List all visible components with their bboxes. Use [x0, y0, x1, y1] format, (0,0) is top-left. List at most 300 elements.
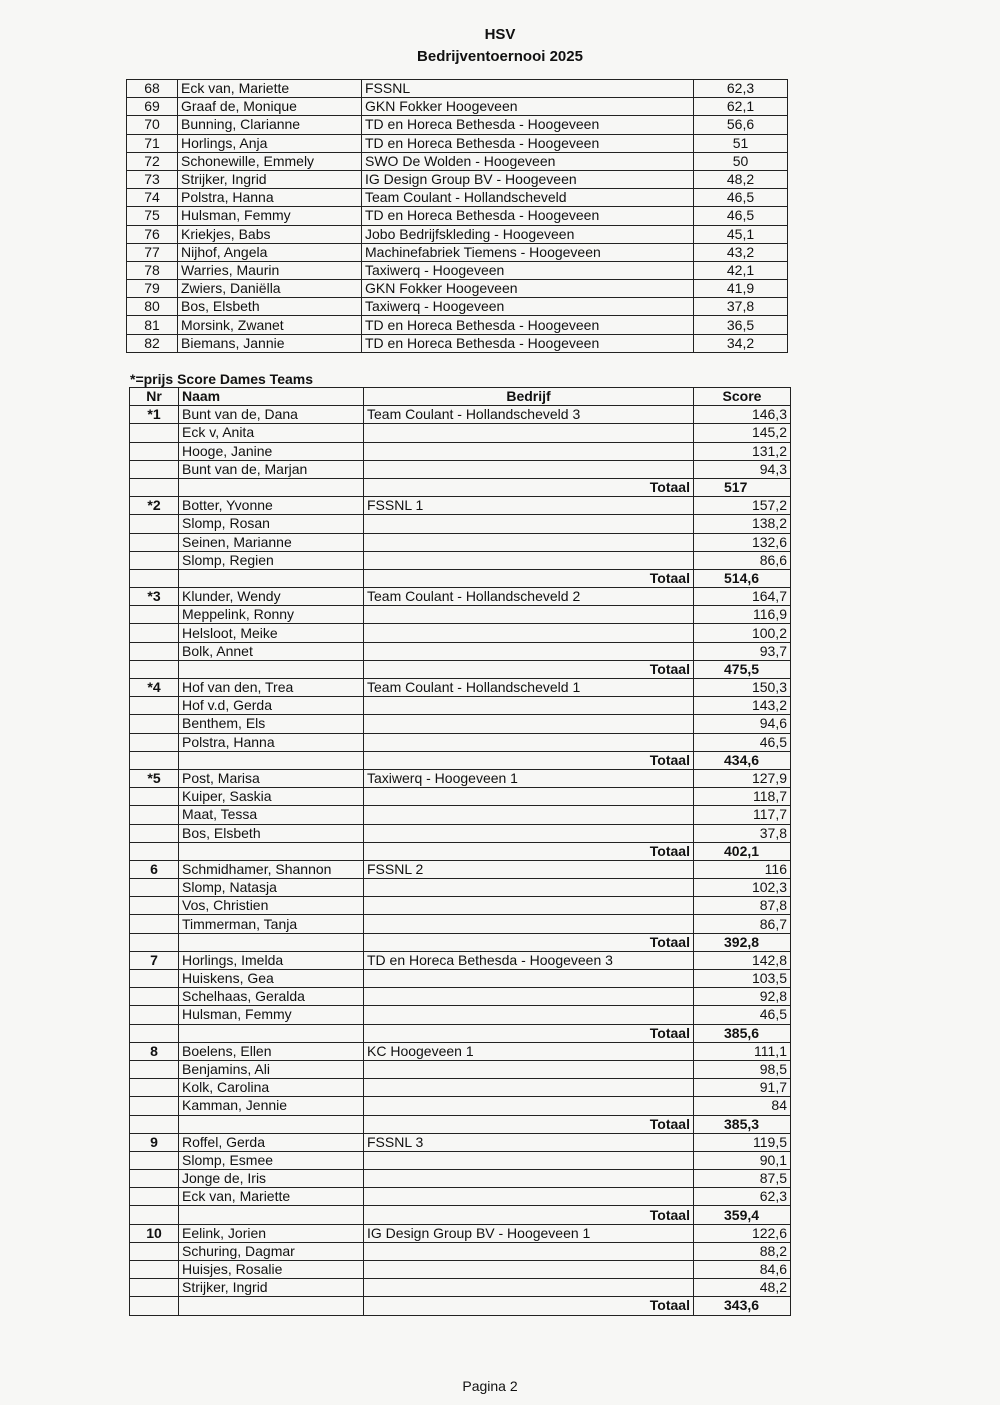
- member-name-cell: Huisjes, Rosalie: [179, 1261, 364, 1279]
- member-score-cell: 48,2: [694, 1279, 791, 1297]
- score-cell: 43,2: [694, 243, 788, 261]
- empty-cell: [130, 551, 179, 569]
- member-score-cell: 146,3: [694, 406, 791, 424]
- table-row: [127, 98, 788, 116]
- table-row: [127, 207, 788, 225]
- member-name-cell: Hof van den, Trea: [179, 679, 364, 697]
- member-name-cell: Hulsman, Femmy: [179, 1006, 364, 1024]
- table-row: [130, 588, 791, 606]
- empty-cell: [130, 715, 179, 733]
- empty-cell: [364, 551, 694, 569]
- table-row: [130, 606, 791, 624]
- name-cell: Zwiers, Daniëlla: [178, 280, 362, 298]
- empty-cell: [364, 424, 694, 442]
- table-row: [127, 152, 788, 170]
- score-cell: 41,9: [694, 280, 788, 298]
- empty-cell: [364, 970, 694, 988]
- empty-cell: [130, 1242, 179, 1260]
- total-label: Totaal: [364, 660, 694, 678]
- team-rank-cell: *1: [130, 406, 179, 424]
- name-cell: Warries, Maurin: [178, 261, 362, 279]
- table-row: [130, 460, 791, 478]
- company-cell: GKN Fokker Hoogeveen: [362, 280, 694, 298]
- table-row: [130, 1042, 791, 1060]
- table-row: [130, 1151, 791, 1169]
- member-score-cell: 93,7: [694, 642, 791, 660]
- table-row: [130, 1097, 791, 1115]
- empty-cell: [364, 897, 694, 915]
- member-name-cell: Jonge de, Iris: [179, 1170, 364, 1188]
- member-name-cell: Schelhaas, Geralda: [179, 988, 364, 1006]
- empty-cell: [130, 1297, 179, 1315]
- member-name-cell: Meppelink, Ronny: [179, 606, 364, 624]
- total-label: Totaal: [364, 751, 694, 769]
- empty-cell: [364, 1279, 694, 1297]
- team-total-value: 343,6: [694, 1297, 791, 1315]
- member-score-cell: 37,8: [694, 824, 791, 842]
- empty-cell: [130, 515, 179, 533]
- empty-cell: [364, 1261, 694, 1279]
- empty-cell: [364, 606, 694, 624]
- team-rank-cell: *4: [130, 679, 179, 697]
- empty-cell: [130, 1151, 179, 1169]
- name-cell: Polstra, Hanna: [178, 189, 362, 207]
- empty-cell: [130, 424, 179, 442]
- empty-cell: [364, 624, 694, 642]
- empty-cell: [130, 660, 179, 678]
- table-row: [130, 1279, 791, 1297]
- table-row: [130, 806, 791, 824]
- empty-cell: [364, 1170, 694, 1188]
- empty-cell: [364, 642, 694, 660]
- team-company-cell: Team Coulant - Hollandscheveld 3: [364, 406, 694, 424]
- table-row: [127, 170, 788, 188]
- company-cell: Jobo Bedrijfskleding - Hoogeveen: [362, 225, 694, 243]
- team-rank-cell: 8: [130, 1042, 179, 1060]
- table-row: [127, 261, 788, 279]
- table-row: [127, 189, 788, 207]
- team-total-value: 359,4: [694, 1206, 791, 1224]
- company-cell: Taxiwerq - Hoogeveen: [362, 261, 694, 279]
- company-cell: SWO De Wolden - Hoogeveen: [362, 152, 694, 170]
- total-label: Totaal: [364, 478, 694, 496]
- member-score-cell: 138,2: [694, 515, 791, 533]
- member-name-cell: Slomp, Rosan: [179, 515, 364, 533]
- member-score-cell: 102,3: [694, 879, 791, 897]
- member-name-cell: Slomp, Regien: [179, 551, 364, 569]
- team-rank-cell: *2: [130, 497, 179, 515]
- team-total-value: 434,6: [694, 751, 791, 769]
- member-score-cell: 131,2: [694, 442, 791, 460]
- member-score-cell: 88,2: [694, 1242, 791, 1260]
- header-naam: Naam: [179, 388, 364, 406]
- team-total-value: 385,6: [694, 1024, 791, 1042]
- score-cell: 46,5: [694, 207, 788, 225]
- header-score: Score: [694, 388, 791, 406]
- table-row: [127, 316, 788, 334]
- rank-cell: 71: [127, 134, 178, 152]
- table-row: [127, 116, 788, 134]
- member-score-cell: 150,3: [694, 679, 791, 697]
- table-row: [130, 733, 791, 751]
- member-name-cell: Bolk, Annet: [179, 642, 364, 660]
- table-row: [130, 988, 791, 1006]
- member-score-cell: 86,7: [694, 915, 791, 933]
- empty-cell: [179, 842, 364, 860]
- team-company-cell: Team Coulant - Hollandscheveld 1: [364, 679, 694, 697]
- member-name-cell: Bos, Elsbeth: [179, 824, 364, 842]
- empty-cell: [130, 1115, 179, 1133]
- empty-cell: [130, 624, 179, 642]
- member-name-cell: Maat, Tessa: [179, 806, 364, 824]
- empty-cell: [130, 1024, 179, 1042]
- score-cell: 37,8: [694, 298, 788, 316]
- score-cell: 56,6: [694, 116, 788, 134]
- member-name-cell: Boelens, Ellen: [179, 1042, 364, 1060]
- table-row: [130, 1133, 791, 1151]
- member-score-cell: 164,7: [694, 588, 791, 606]
- member-name-cell: Slomp, Esmee: [179, 1151, 364, 1169]
- page-subtitle: Bedrijventoernooi 2025: [417, 48, 583, 65]
- team-company-cell: Taxiwerq - Hoogeveen 1: [364, 769, 694, 787]
- member-name-cell: Timmerman, Tanja: [179, 915, 364, 933]
- name-cell: Morsink, Zwanet: [178, 316, 362, 334]
- empty-cell: [130, 970, 179, 988]
- table-row: [127, 280, 788, 298]
- empty-cell: [130, 751, 179, 769]
- rank-cell: 69: [127, 98, 178, 116]
- empty-cell: [364, 806, 694, 824]
- table-row: [127, 298, 788, 316]
- member-name-cell: Kamman, Jennie: [179, 1097, 364, 1115]
- empty-cell: [364, 460, 694, 478]
- member-score-cell: 98,5: [694, 1060, 791, 1078]
- total-label: Totaal: [364, 1024, 694, 1042]
- member-score-cell: 90,1: [694, 1151, 791, 1169]
- empty-cell: [364, 1242, 694, 1260]
- member-score-cell: 87,5: [694, 1170, 791, 1188]
- score-cell: 62,3: [694, 80, 788, 98]
- name-cell: Graaf de, Monique: [178, 98, 362, 116]
- empty-cell: [179, 1297, 364, 1315]
- empty-cell: [130, 933, 179, 951]
- total-label: Totaal: [364, 1115, 694, 1133]
- empty-cell: [364, 1060, 694, 1078]
- empty-cell: [130, 1279, 179, 1297]
- empty-cell: [364, 1188, 694, 1206]
- name-cell: Horlings, Anja: [178, 134, 362, 152]
- empty-cell: [130, 897, 179, 915]
- team-company-cell: Team Coulant - Hollandscheveld 2: [364, 588, 694, 606]
- score-cell: 45,1: [694, 225, 788, 243]
- empty-cell: [179, 660, 364, 678]
- member-name-cell: Hof v.d, Gerda: [179, 697, 364, 715]
- rank-cell: 73: [127, 170, 178, 188]
- team-company-cell: IG Design Group BV - Hoogeveen 1: [364, 1224, 694, 1242]
- name-cell: Schonewille, Emmely: [178, 152, 362, 170]
- member-name-cell: Eck van, Mariette: [179, 1188, 364, 1206]
- total-label: Totaal: [364, 569, 694, 587]
- member-score-cell: 103,5: [694, 970, 791, 988]
- team-total-row: [130, 1024, 791, 1042]
- member-score-cell: 84,6: [694, 1261, 791, 1279]
- member-name-cell: Polstra, Hanna: [179, 733, 364, 751]
- table-header-row: [130, 388, 791, 406]
- member-name-cell: Bunt van de, Marjan: [179, 460, 364, 478]
- score-cell: 62,1: [694, 98, 788, 116]
- member-score-cell: 117,7: [694, 806, 791, 824]
- team-company-cell: FSSNL 1: [364, 497, 694, 515]
- team-total-row: [130, 1115, 791, 1133]
- empty-cell: [364, 1151, 694, 1169]
- member-score-cell: 132,6: [694, 533, 791, 551]
- table-row: [130, 1006, 791, 1024]
- member-name-cell: Slomp, Natasja: [179, 879, 364, 897]
- total-label: Totaal: [364, 1206, 694, 1224]
- score-cell: 50: [694, 152, 788, 170]
- member-score-cell: 116: [694, 860, 791, 878]
- member-name-cell: Botter, Yvonne: [179, 497, 364, 515]
- empty-cell: [179, 751, 364, 769]
- member-name-cell: Vos, Christien: [179, 897, 364, 915]
- score-cell: 51: [694, 134, 788, 152]
- table-row: [130, 442, 791, 460]
- member-name-cell: Roffel, Gerda: [179, 1133, 364, 1151]
- table-row: [130, 715, 791, 733]
- empty-cell: [130, 879, 179, 897]
- team-company-cell: KC Hoogeveen 1: [364, 1042, 694, 1060]
- company-cell: FSSNL: [362, 80, 694, 98]
- company-cell: Taxiwerq - Hoogeveen: [362, 298, 694, 316]
- empty-cell: [364, 1006, 694, 1024]
- page-title: HSV: [484, 26, 516, 43]
- company-cell: TD en Horeca Bethesda - Hoogeveen: [362, 116, 694, 134]
- name-cell: Hulsman, Femmy: [178, 207, 362, 225]
- name-cell: Bos, Elsbeth: [178, 298, 362, 316]
- team-total-row: [130, 660, 791, 678]
- total-label: Totaal: [364, 1297, 694, 1315]
- rank-cell: 82: [127, 334, 178, 352]
- score-cell: 48,2: [694, 170, 788, 188]
- team-total-row: [130, 1297, 791, 1315]
- team-company-cell: FSSNL 3: [364, 1133, 694, 1151]
- empty-cell: [130, 606, 179, 624]
- table-row: [130, 951, 791, 969]
- empty-cell: [130, 842, 179, 860]
- table-row: [130, 1060, 791, 1078]
- member-name-cell: Kolk, Carolina: [179, 1079, 364, 1097]
- empty-cell: [364, 988, 694, 1006]
- member-score-cell: 62,3: [694, 1188, 791, 1206]
- empty-cell: [130, 1188, 179, 1206]
- table-row: [130, 860, 791, 878]
- table-row: [130, 1170, 791, 1188]
- rank-cell: 79: [127, 280, 178, 298]
- member-score-cell: 84: [694, 1097, 791, 1115]
- member-score-cell: 91,7: [694, 1079, 791, 1097]
- member-score-cell: 116,9: [694, 606, 791, 624]
- team-rank-cell: *3: [130, 588, 179, 606]
- team-total-value: 475,5: [694, 660, 791, 678]
- empty-cell: [130, 697, 179, 715]
- team-rank-cell: 7: [130, 951, 179, 969]
- empty-cell: [364, 733, 694, 751]
- empty-cell: [364, 1079, 694, 1097]
- name-cell: Strijker, Ingrid: [178, 170, 362, 188]
- member-score-cell: 119,5: [694, 1133, 791, 1151]
- rank-cell: 68: [127, 80, 178, 98]
- member-score-cell: 94,3: [694, 460, 791, 478]
- table-row: [130, 970, 791, 988]
- table-row: [130, 497, 791, 515]
- team-company-cell: TD en Horeca Bethesda - Hoogeveen 3: [364, 951, 694, 969]
- total-label: Totaal: [364, 842, 694, 860]
- member-name-cell: Eck v, Anita: [179, 424, 364, 442]
- empty-cell: [179, 1115, 364, 1133]
- rank-cell: 78: [127, 261, 178, 279]
- member-name-cell: Schuring, Dagmar: [179, 1242, 364, 1260]
- table-row: [130, 915, 791, 933]
- member-name-cell: Hooge, Janine: [179, 442, 364, 460]
- member-name-cell: Klunder, Wendy: [179, 588, 364, 606]
- team-total-row: [130, 1206, 791, 1224]
- table-row: [130, 406, 791, 424]
- score-cell: 34,2: [694, 334, 788, 352]
- member-name-cell: Eelink, Jorien: [179, 1224, 364, 1242]
- team-total-value: 517: [694, 478, 791, 496]
- team-rank-cell: 9: [130, 1133, 179, 1151]
- table-row: [130, 1261, 791, 1279]
- empty-cell: [179, 478, 364, 496]
- company-cell: IG Design Group BV - Hoogeveen: [362, 170, 694, 188]
- company-cell: GKN Fokker Hoogeveen: [362, 98, 694, 116]
- empty-cell: [130, 915, 179, 933]
- empty-cell: [130, 642, 179, 660]
- page-number: Pagina 2: [462, 1378, 518, 1394]
- empty-cell: [364, 788, 694, 806]
- rank-cell: 74: [127, 189, 178, 207]
- empty-cell: [130, 533, 179, 551]
- table-row: [130, 551, 791, 569]
- member-name-cell: Benjamins, Ali: [179, 1060, 364, 1078]
- team-total-row: [130, 751, 791, 769]
- team-rank-cell: *5: [130, 769, 179, 787]
- rank-cell: 72: [127, 152, 178, 170]
- empty-cell: [364, 442, 694, 460]
- member-score-cell: 92,8: [694, 988, 791, 1006]
- member-score-cell: 118,7: [694, 788, 791, 806]
- rank-cell: 70: [127, 116, 178, 134]
- member-name-cell: Schmidhamer, Shannon: [179, 860, 364, 878]
- team-rank-cell: 10: [130, 1224, 179, 1242]
- member-score-cell: 157,2: [694, 497, 791, 515]
- individual-scores-table: [126, 79, 788, 353]
- team-rank-cell: 6: [130, 860, 179, 878]
- member-name-cell: Seinen, Marianne: [179, 533, 364, 551]
- table-row: [130, 515, 791, 533]
- table-row: [130, 424, 791, 442]
- member-score-cell: 46,5: [694, 733, 791, 751]
- empty-cell: [364, 715, 694, 733]
- empty-cell: [364, 533, 694, 551]
- table-row: [130, 824, 791, 842]
- member-score-cell: 122,6: [694, 1224, 791, 1242]
- company-cell: TD en Horeca Bethesda - Hoogeveen: [362, 207, 694, 225]
- member-score-cell: 87,8: [694, 897, 791, 915]
- empty-cell: [130, 806, 179, 824]
- empty-cell: [364, 515, 694, 533]
- team-company-cell: FSSNL 2: [364, 860, 694, 878]
- empty-cell: [130, 569, 179, 587]
- empty-cell: [130, 442, 179, 460]
- team-total-value: 402,1: [694, 842, 791, 860]
- member-name-cell: Post, Marisa: [179, 769, 364, 787]
- table-row: [127, 225, 788, 243]
- empty-cell: [130, 1097, 179, 1115]
- empty-cell: [130, 478, 179, 496]
- name-cell: Kriekjes, Babs: [178, 225, 362, 243]
- empty-cell: [130, 1006, 179, 1024]
- empty-cell: [130, 824, 179, 842]
- member-name-cell: Benthem, Els: [179, 715, 364, 733]
- rank-cell: 75: [127, 207, 178, 225]
- score-cell: 46,5: [694, 189, 788, 207]
- company-cell: Team Coulant - Hollandscheveld: [362, 189, 694, 207]
- team-total-value: 514,6: [694, 569, 791, 587]
- header-bedrijf: Bedrijf: [364, 388, 694, 406]
- rank-cell: 76: [127, 225, 178, 243]
- empty-cell: [130, 460, 179, 478]
- team-total-value: 385,3: [694, 1115, 791, 1133]
- name-cell: Biemans, Jannie: [178, 334, 362, 352]
- member-score-cell: 94,6: [694, 715, 791, 733]
- member-name-cell: Kuiper, Saskia: [179, 788, 364, 806]
- empty-cell: [130, 1206, 179, 1224]
- table-row: [130, 788, 791, 806]
- score-cell: 36,5: [694, 316, 788, 334]
- empty-cell: [364, 697, 694, 715]
- empty-cell: [364, 879, 694, 897]
- team-total-row: [130, 933, 791, 951]
- teams-caption: *=prijs Score Dames Teams: [130, 371, 314, 387]
- member-score-cell: 100,2: [694, 624, 791, 642]
- member-name-cell: Strijker, Ingrid: [179, 1279, 364, 1297]
- team-total-value: 392,8: [694, 933, 791, 951]
- table-row: [130, 697, 791, 715]
- score-cell: 42,1: [694, 261, 788, 279]
- member-name-cell: Bunt van de, Dana: [179, 406, 364, 424]
- table-row: [130, 533, 791, 551]
- empty-cell: [130, 988, 179, 1006]
- empty-cell: [179, 1024, 364, 1042]
- empty-cell: [130, 1079, 179, 1097]
- empty-cell: [364, 1097, 694, 1115]
- empty-cell: [130, 733, 179, 751]
- table-row: [127, 334, 788, 352]
- table-row: [130, 1224, 791, 1242]
- empty-cell: [130, 1060, 179, 1078]
- empty-cell: [179, 933, 364, 951]
- team-total-row: [130, 478, 791, 496]
- table-row: [127, 243, 788, 261]
- team-scores-table: [129, 387, 791, 1316]
- table-row: [130, 897, 791, 915]
- table-row: [130, 1188, 791, 1206]
- name-cell: Nijhof, Angela: [178, 243, 362, 261]
- team-total-row: [130, 842, 791, 860]
- member-score-cell: 46,5: [694, 1006, 791, 1024]
- member-score-cell: 127,9: [694, 769, 791, 787]
